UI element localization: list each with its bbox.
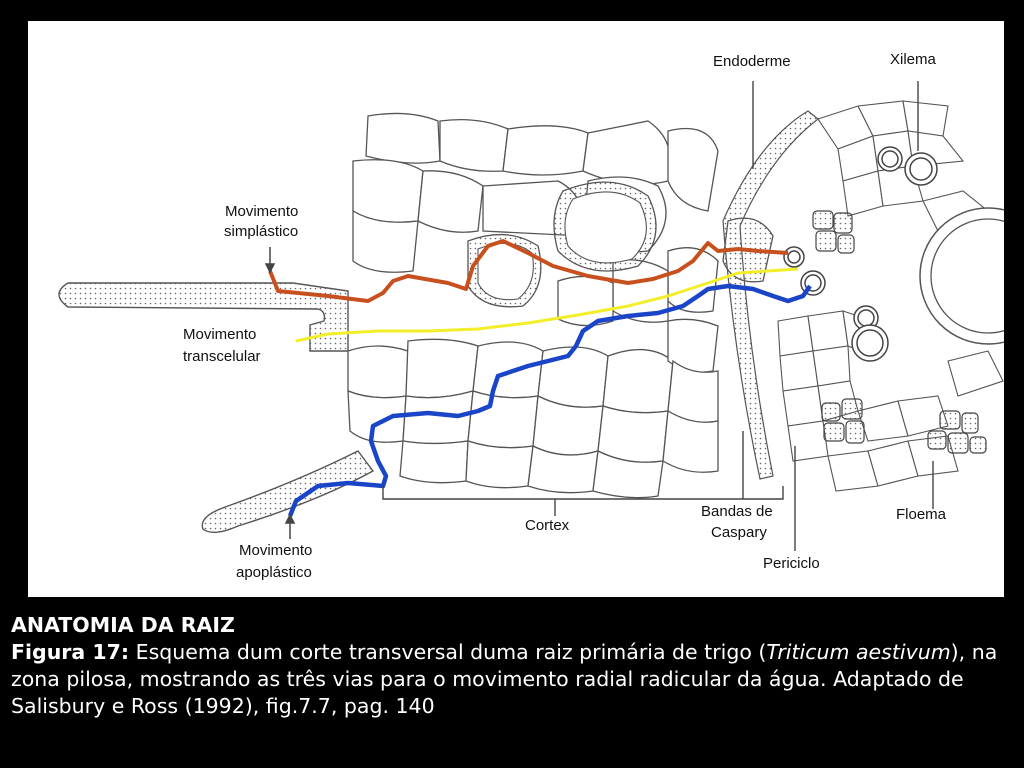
label-bandas-de: Bandas de	[701, 503, 773, 520]
label-cortex: Cortex	[525, 517, 570, 534]
label-caspary: Caspary	[711, 524, 767, 541]
metaxylem-vessel	[920, 208, 1004, 344]
label-floema: Floema	[896, 506, 947, 523]
label-movimento-apoplastico-1: Movimento	[239, 542, 313, 559]
caption-species-genus: Triticum	[766, 640, 850, 664]
caption-title: ANATOMIA DA RAIZ	[11, 613, 235, 637]
diagram-canvas	[28, 21, 1004, 597]
cortex-cells	[348, 113, 718, 497]
label-movimento-apoplastico-2: apoplástico	[236, 564, 312, 581]
label-periciclo: Periciclo	[763, 555, 820, 572]
label-endoderme: Endoderme	[713, 53, 791, 70]
caption-text-part1: Esquema dum corte transversal duma raiz primária de trigo (	[129, 640, 767, 664]
label-movimento-simplastico-2: simplástico	[224, 223, 299, 240]
arrow-simplastic	[266, 247, 274, 272]
arrow-apoplastic	[286, 515, 294, 539]
caption-species-epithet: aestivum	[855, 640, 951, 664]
caption-text-part2: ), na zona pilosa, mostrando as três vias para o movimento radial radicular da água. Adaptado de Salisbury e Ross (1992), fig.7.7, pag. 140	[11, 640, 998, 718]
root-cross-section-diagram	[28, 21, 1004, 597]
label-xilema: Xilema	[890, 51, 936, 68]
transcellular-path	[296, 269, 798, 341]
figure-caption	[11, 612, 1011, 720]
caption-figure-label: Figura 17:	[11, 640, 130, 664]
label-movimento-simplastico-1: Movimento	[225, 203, 299, 220]
caption-body	[11, 639, 1011, 720]
label-movimento-transcelular-1: Movimento	[183, 326, 257, 343]
label-movimento-transcelular-2: transcelular	[183, 348, 261, 365]
